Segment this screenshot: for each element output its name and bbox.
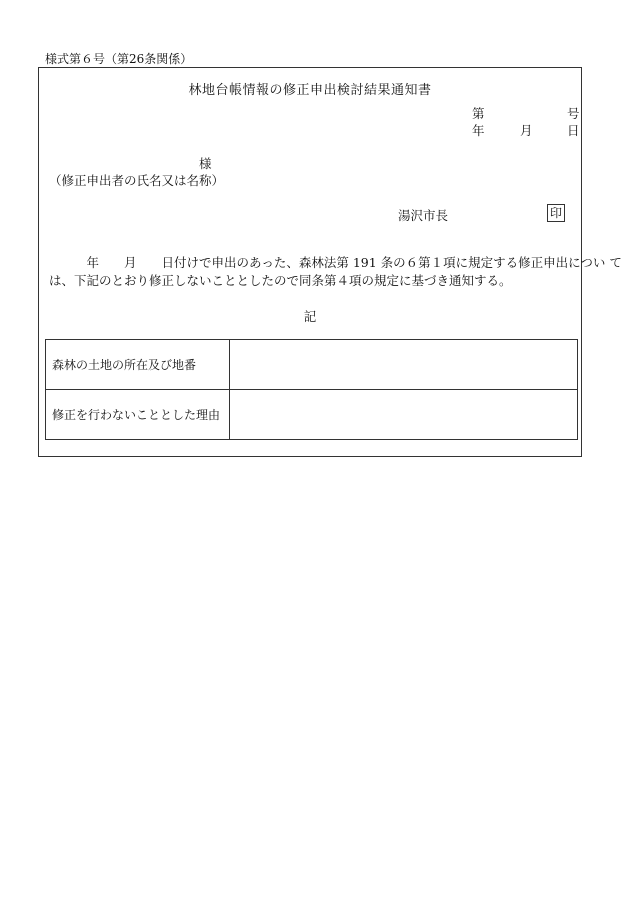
honorific: 様 bbox=[199, 156, 212, 171]
table-row bbox=[46, 340, 578, 390]
date-year-label: 年 bbox=[472, 123, 485, 138]
notice-body-line-2: は、下記のとおり修正しないこととしたので同条第４項の規定に基づき通知する。 bbox=[49, 273, 512, 288]
issuer-name: 湯沢市長 bbox=[398, 208, 449, 223]
row-label-land-location: 森林の土地の所在及び地番 bbox=[46, 340, 230, 390]
addressee-note: （修正申出者の氏名又は名称） bbox=[49, 173, 225, 188]
notice-body-line-1: 年 月 日付けで申出のあった、森林法第 191 条の６第１項に規定する修正申出につい て bbox=[49, 255, 622, 270]
row-value-land-location[interactable] bbox=[230, 340, 578, 390]
table-row bbox=[46, 390, 578, 440]
date-month-label: 月 bbox=[520, 123, 533, 138]
document-title: 林地台帳情報の修正申出検討結果通知書 bbox=[188, 83, 432, 98]
notice-frame bbox=[38, 67, 622, 457]
notice-body bbox=[49, 254, 622, 290]
number-suffix: 号 bbox=[567, 106, 580, 121]
number-prefix: 第 bbox=[472, 106, 485, 121]
row-label-reason: 修正を行わないこととした理由 bbox=[46, 390, 230, 440]
note-heading: 記 bbox=[303, 309, 317, 324]
seal-mark: 印 bbox=[547, 204, 565, 222]
details-table bbox=[45, 339, 578, 440]
date-day-label: 日 bbox=[567, 123, 580, 138]
row-value-reason[interactable] bbox=[230, 390, 578, 440]
form-number: 様式第６号（第26条関係） bbox=[45, 52, 193, 66]
